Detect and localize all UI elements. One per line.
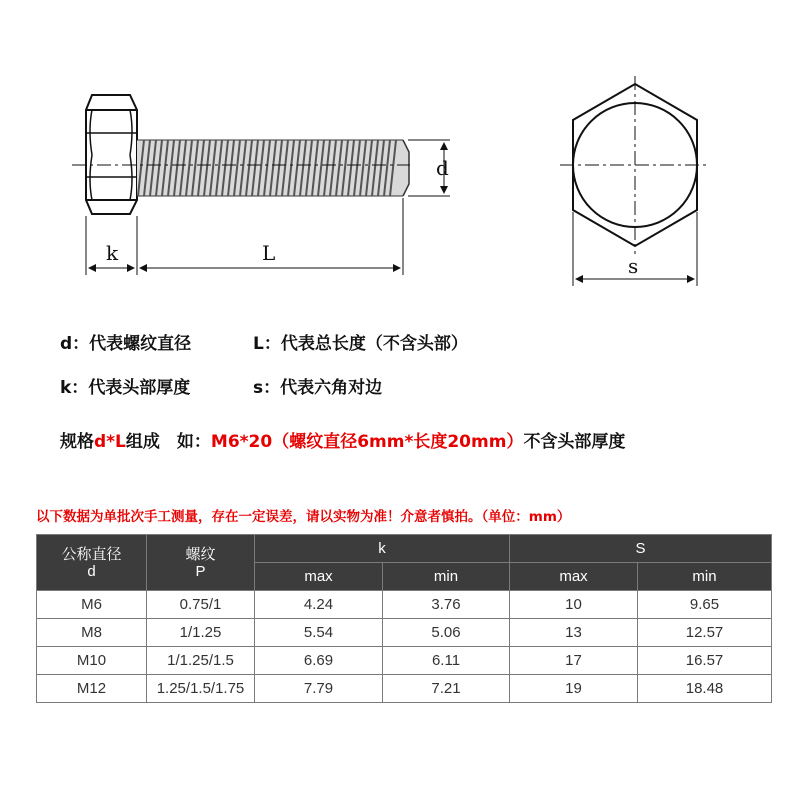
spec-line: [60, 427, 625, 452]
cell-s-min: 16.57: [638, 647, 772, 675]
header-s-max: max: [510, 563, 638, 591]
header-diameter-line2: d: [87, 562, 96, 580]
bolt-side-view: [86, 95, 137, 214]
legend-s: [253, 373, 382, 398]
header-diameter: [37, 535, 147, 591]
table-row: [37, 591, 772, 619]
legend-s-key: s：: [253, 378, 281, 398]
spec-example: M6*20（螺纹直径6mm*长度20mm）: [210, 432, 524, 452]
cell-p: 1.25/1.5/1.75: [147, 675, 255, 703]
cell-s-min: 12.57: [638, 619, 772, 647]
table-row: [37, 647, 772, 675]
legend-k-key: k：: [60, 378, 89, 398]
cell-p: 0.75/1: [147, 591, 255, 619]
cell-d: M10: [37, 647, 147, 675]
cell-d: M6: [37, 591, 147, 619]
cell-p: 1/1.25/1.5: [147, 647, 255, 675]
header-s-min: min: [638, 563, 772, 591]
legend-s-desc: 代表六角对边: [280, 378, 383, 398]
header-thread: [147, 535, 255, 591]
spec-middle: 组成 如：: [125, 432, 211, 452]
spec-prefix: 规格: [60, 432, 94, 452]
header-k: k: [255, 535, 510, 563]
cell-k-max: 7.79: [255, 675, 383, 703]
cell-s-max: 10: [510, 591, 638, 619]
header-thread-line1: 螺纹: [185, 545, 216, 563]
legend-L-desc: 代表总长度（不含头部）: [280, 334, 468, 354]
cell-s-min: 9.65: [638, 591, 772, 619]
cell-d: M12: [37, 675, 147, 703]
k-L-dimension: [86, 198, 403, 275]
legend-d: [60, 329, 191, 354]
header-k-max: max: [255, 563, 383, 591]
cell-s-max: 17: [510, 647, 638, 675]
measurement-note: 以下数据为单批次手工测量，存在一定误差，请以实物为准！介意者慎拍。（单位：mm）: [36, 509, 571, 525]
table-row: [37, 675, 772, 703]
legend-k: [60, 373, 190, 398]
legend-d-key: d：: [60, 334, 90, 354]
legend-k-desc: 代表头部厚度: [88, 378, 191, 398]
legend-L: [253, 329, 468, 354]
spec-table: [36, 534, 772, 703]
bolt-shank: [137, 140, 409, 196]
L-label: L: [262, 241, 276, 265]
table-row: [37, 619, 772, 647]
cell-s-max: 13: [510, 619, 638, 647]
cell-k-max: 5.54: [255, 619, 383, 647]
legend-d-desc: 代表螺纹直径: [89, 334, 192, 354]
cell-k-min: 6.11: [383, 647, 510, 675]
k-label: k: [106, 241, 119, 265]
header-thread-line2: P: [195, 562, 206, 580]
d-label: d: [436, 156, 449, 180]
cell-s-max: 19: [510, 675, 638, 703]
header-diameter-line1: 公称直径: [61, 545, 122, 563]
spec-formula: d*L: [94, 432, 126, 452]
s-label: s: [628, 254, 639, 278]
cell-k-max: 4.24: [255, 591, 383, 619]
cell-k-min: 5.06: [383, 619, 510, 647]
cell-p: 1/1.25: [147, 619, 255, 647]
cell-k-max: 6.69: [255, 647, 383, 675]
legend-L-key: L：: [253, 334, 281, 354]
spec-suffix: 不含头部厚度: [523, 432, 626, 452]
cell-k-min: 7.21: [383, 675, 510, 703]
header-k-min: min: [383, 563, 510, 591]
cell-s-min: 18.48: [638, 675, 772, 703]
cell-k-min: 3.76: [383, 591, 510, 619]
header-s: S: [510, 535, 772, 563]
bolt-drawing: [0, 0, 800, 300]
cell-d: M8: [37, 619, 147, 647]
